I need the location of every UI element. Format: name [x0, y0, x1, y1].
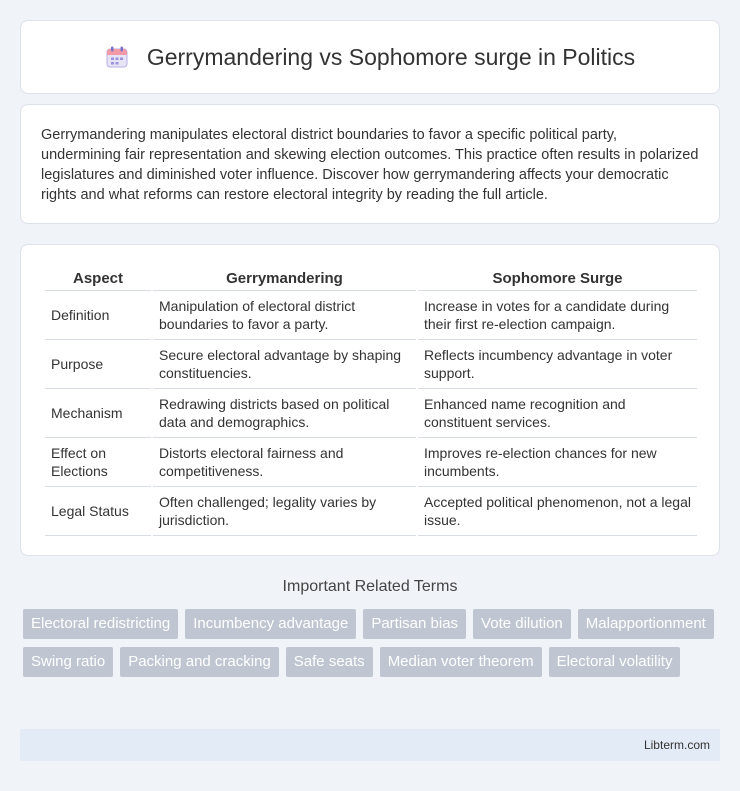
header-sophomore-surge: Sophomore Surge — [418, 264, 697, 291]
intro-card — [20, 104, 720, 224]
related-term-tag[interactable]: Vote dilution — [473, 609, 571, 639]
row-aspect: Purpose — [45, 340, 151, 389]
calendar-icon — [105, 45, 129, 69]
table-header-row — [45, 264, 697, 291]
table-row — [45, 438, 697, 487]
row-gerrymandering: Distorts electoral fairness and competitiveness. — [153, 438, 416, 487]
related-term-tag[interactable]: Swing ratio — [23, 647, 113, 677]
related-term-tag[interactable]: Electoral volatility — [549, 647, 681, 677]
row-sophomore-surge: Reflects incumbency advantage in voter support. — [418, 340, 697, 389]
table-row — [45, 340, 697, 389]
related-terms-title: Important Related Terms — [282, 578, 458, 595]
row-gerrymandering: Manipulation of electoral district boundaries to favor a party. — [153, 291, 416, 340]
row-aspect: Mechanism — [45, 389, 151, 438]
related-term-tag[interactable]: Packing and cracking — [120, 647, 279, 677]
table-row — [45, 291, 697, 340]
related-term-tag[interactable]: Safe seats — [286, 647, 373, 677]
related-terms-list — [23, 609, 723, 677]
row-gerrymandering: Often challenged; legality varies by jurisdiction. — [153, 487, 416, 536]
related-term-tag[interactable]: Malapportionment — [578, 609, 714, 639]
page-title: Gerrymandering vs Sophomore surge in Politics — [146, 43, 636, 70]
table-row — [45, 487, 697, 536]
comparison-table — [43, 264, 699, 536]
row-sophomore-surge: Increase in votes for a candidate during their first re-election campaign. — [418, 291, 697, 340]
row-gerrymandering: Secure electoral advantage by shaping constituencies. — [153, 340, 416, 389]
row-aspect: Definition — [45, 291, 151, 340]
table-row — [45, 389, 697, 438]
row-aspect: Effect on Elections — [45, 438, 151, 487]
header-gerrymandering: Gerrymandering — [153, 264, 416, 291]
row-sophomore-surge: Accepted political phenomenon, not a legal issue. — [418, 487, 697, 536]
intro-text: Gerrymandering manipulates electoral district boundaries to favor a specific political party, undermining fair representation and skewing election outcomes. This practice often results in polarized legislatures and diminished voter influence. Discover how gerrymandering affects your democratic rights and what reforms can restore electoral integrity by reading the full article. — [41, 127, 699, 203]
related-term-tag[interactable]: Partisan bias — [363, 609, 466, 639]
header-aspect: Aspect — [45, 264, 151, 291]
title-card — [20, 20, 720, 94]
row-aspect: Legal Status — [45, 487, 151, 536]
footer — [20, 729, 720, 761]
row-gerrymandering: Redrawing districts based on political data and demographics. — [153, 389, 416, 438]
row-sophomore-surge: Improves re-election chances for new incumbents. — [418, 438, 697, 487]
related-term-tag[interactable]: Median voter theorem — [380, 647, 542, 677]
row-sophomore-surge: Enhanced name recognition and constituent services. — [418, 389, 697, 438]
related-term-tag[interactable]: Incumbency advantage — [185, 609, 356, 639]
comparison-table-card — [20, 244, 720, 556]
related-term-tag[interactable]: Electoral redistricting — [23, 609, 178, 639]
footer-brand-link[interactable]: Libterm.com — [643, 738, 710, 752]
